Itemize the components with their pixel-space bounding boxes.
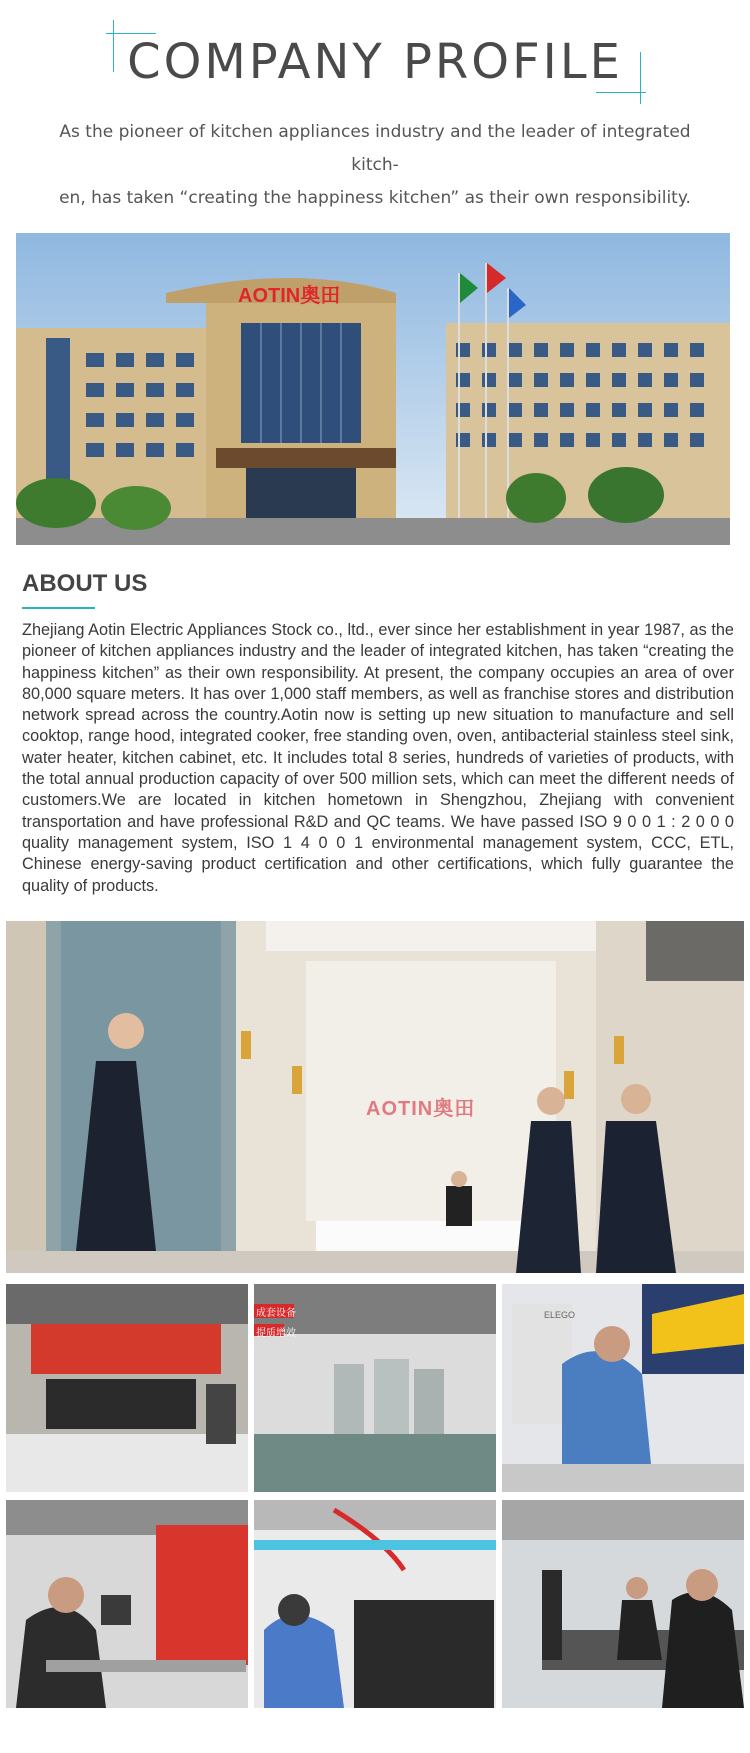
factory-photo-1 [6, 1284, 248, 1492]
lobby-image [6, 921, 744, 1273]
factory-banner-b: 提质增效 [256, 1328, 296, 1339]
factory-photo-3 [502, 1284, 744, 1492]
about-heading: ABOUT US [22, 570, 148, 597]
factory-banner-a: 成套设备 [256, 1308, 296, 1319]
subtitle-line-2: en, has taken “creating the happiness kitchen” as their own responsibility. [59, 188, 691, 208]
lobby-sign: AOTIN奥田 [366, 1098, 476, 1120]
factory-photo-2 [254, 1284, 496, 1492]
page-subtitle [40, 116, 710, 215]
page-title: COMPANY PROFILE [127, 34, 623, 90]
about-body: Zhejiang Aotin Electric Appliances Stock co., ltd., ever since her establishment in year 1987, as the pioneer of kitchen appliances industry and the leader of integrated kitchen, has taken “creating the happiness kitchen” as their own responsibility. At present, the company occupies an area of over 80,000 square meters. It has over 1,000 staff members, as well as franchise stores and distribution network spread across the country.Aotin now is setting up new situation to manufacture and sell cooktop, range hood, integrated cooker, free standing oven, oven, antibacterial stainless steel sink, water heater, kitchen cabinet, etc. It includes total 8 series, hundreds of varieties of products, with the total annual production capacity of over 500 million sets, which can meet the different needs of customers.We are located in kitchen hometown in Shengzhou, Zhejiang with convenient transportation and have professional R&D and QC teams. We have passed ISO 9 0 0 1 : 2 0 0 0 quality management system, ISO 1 4 0 0 1 environmental management system, CCC, ETL, Chinese energy-saving product certification and other certifications, which fully guarantee the quality of products. [22, 621, 734, 895]
hq-sign: AOTIN奥田 [238, 285, 341, 307]
factory-photo-6 [502, 1500, 744, 1708]
subtitle-line-1: As the pioneer of kitchen appliances industry and the leader of integrated kitch- [59, 122, 691, 175]
about-underline [22, 607, 95, 609]
factory-photo-5 [254, 1500, 496, 1708]
factory-photo-4 [6, 1500, 248, 1708]
machine-brand-label: ELEGO [544, 1310, 576, 1320]
headquarters-image [16, 233, 730, 545]
